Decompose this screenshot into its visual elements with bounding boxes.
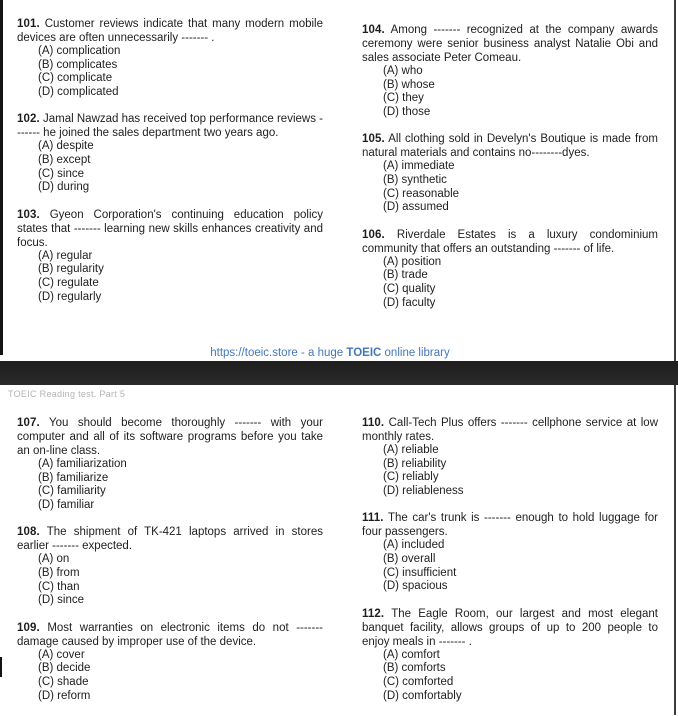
question-106: [362, 228, 658, 310]
question-body: The Eagle Room, our largest and most elegant banquet facility, allows groups of up to 200 people to enjoy meals in ------- .: [362, 607, 658, 648]
question-text: [362, 23, 658, 65]
question-body: Customer reviews indicate that many modern mobile devices are often unnecessarily ------- .: [17, 18, 323, 44]
option: (C) since: [38, 167, 85, 180]
question-102: [17, 112, 323, 194]
option: (D) reliableness: [383, 484, 464, 497]
page2-col-right: [362, 385, 658, 716]
option: (D) during: [38, 181, 90, 194]
option: (B) regularity: [38, 263, 104, 276]
footer-link[interactable]: [0, 347, 660, 359]
option: (B) comforts: [383, 662, 446, 675]
option: (B) trade: [383, 269, 428, 282]
option: (C) they: [383, 92, 424, 105]
question-number: 108.: [17, 526, 40, 539]
options-list: [362, 649, 658, 703]
footer-link-suffix: online library: [381, 347, 450, 359]
option: (D) assumed: [383, 201, 449, 214]
option: (D) faculty: [383, 296, 436, 309]
question-104: [362, 23, 658, 119]
question-body: Gyeon Corporation's continuing education policy states that ------- learning new skills enhances creativity and focus.: [17, 208, 323, 249]
page2-header: TOEIC Reading test. Part 5: [8, 389, 126, 399]
options-list: [17, 45, 323, 99]
options-list: [362, 444, 658, 498]
question-number: 101.: [17, 18, 40, 30]
question-111: [362, 511, 658, 593]
page1-col-left: [17, 0, 323, 323]
page-right-border: [674, 0, 676, 715]
page1-left-edge: [0, 0, 3, 355]
question-number: 104.: [362, 24, 385, 36]
option: (A) on: [38, 553, 70, 566]
option: (A) familiarization: [38, 458, 127, 470]
options-list: [362, 256, 658, 310]
question-text: [362, 132, 658, 160]
option: (B) decide: [38, 662, 91, 675]
question-number: 103.: [17, 208, 40, 221]
question-text: [362, 511, 658, 539]
option: (A) comfort: [383, 648, 440, 661]
question-number: 102.: [17, 113, 40, 126]
footer-link-bold: TOEIC: [346, 347, 382, 359]
option: (D) spacious: [383, 580, 448, 593]
option: (D) since: [38, 594, 85, 607]
option: (A) regular: [38, 249, 93, 262]
question-107: [17, 416, 323, 512]
option: (A) reliable: [383, 444, 439, 456]
question-body: You should become thoroughly ------- with your computer and all of its software programs before you take an on-line class.: [17, 417, 323, 457]
option: (B) whose: [383, 78, 435, 91]
question-text: [362, 228, 658, 256]
page-2: [0, 385, 678, 715]
question-105: [362, 132, 658, 214]
option: (B) except: [38, 153, 91, 166]
page-divider-band: [0, 361, 678, 385]
option: (C) reliably: [383, 471, 439, 484]
page2-left-edge-mark: [0, 657, 2, 677]
question-number: 106.: [362, 228, 385, 241]
option: (B) from: [38, 566, 80, 579]
option: (C) familiarity: [38, 485, 106, 498]
footer-link-prefix: https://toeic.store - a huge: [210, 347, 347, 359]
question-text: [362, 607, 658, 649]
options-list: [362, 65, 658, 119]
question-text: [17, 208, 323, 250]
option: (A) despite: [38, 140, 94, 153]
options-list: [362, 160, 658, 214]
option: (A) who: [383, 65, 423, 77]
question-number: 105.: [362, 133, 385, 146]
options-list: [17, 140, 323, 194]
option: (B) complicates: [38, 58, 118, 71]
option: (C) than: [38, 580, 80, 593]
option: (A) position: [383, 255, 442, 268]
question-body: Riverdale Estates is a luxury condominium community that offers an outstanding ------- of life.: [362, 228, 658, 255]
option: (D) complicated: [38, 85, 119, 98]
question-text: [362, 416, 658, 444]
option: (A) complication: [38, 45, 121, 57]
option: (C) complicate: [38, 72, 113, 85]
option: (D) comfortably: [383, 689, 462, 702]
options-list: [17, 649, 323, 703]
option: (B) familiarize: [38, 471, 109, 484]
option: (B) synthetic: [383, 173, 447, 186]
question-text: [17, 525, 323, 553]
question-text: [17, 112, 323, 140]
question-number: 110.: [362, 417, 385, 429]
question-112: [362, 607, 658, 703]
question-text: [17, 17, 323, 45]
question-number: 111.: [362, 512, 384, 525]
options-list: [17, 458, 323, 512]
page1-columns: [0, 0, 678, 323]
option: (D) familiar: [38, 498, 95, 511]
question-number: 107.: [17, 417, 40, 429]
question-body: Most warranties on electronic items do not ------- damage caused by improper use of the device.: [17, 621, 324, 648]
question-109: [17, 621, 323, 703]
option: (B) overall: [383, 552, 436, 565]
question-number: 109.: [17, 621, 40, 634]
question-103: [17, 208, 323, 304]
question-110: [362, 416, 658, 498]
options-list: [17, 250, 323, 304]
option: (D) regularly: [38, 290, 102, 303]
question-text: [17, 621, 323, 649]
option: (C) shade: [38, 675, 89, 688]
option: (B) reliability: [383, 457, 447, 470]
option: (A) included: [383, 539, 445, 552]
option: (C) regulate: [38, 276, 99, 289]
option: (D) those: [383, 105, 431, 118]
question-body: Call-Tech Plus offers ------- cellphone service at low monthly rates.: [362, 417, 658, 443]
question-108: [17, 525, 323, 607]
page1-col-right: [362, 0, 658, 323]
question-number: 112.: [362, 607, 385, 620]
question-body: The shipment of TK-421 laptops arrived in stores earlier ------- expected.: [17, 526, 323, 553]
page2-col-left: [17, 385, 323, 716]
question-text: [17, 416, 323, 458]
option: (C) insufficient: [383, 566, 457, 579]
options-list: [362, 539, 658, 593]
question-body: All clothing sold in Develyn's Boutique is made from natural materials and contains no--------dyes.: [362, 133, 658, 160]
option: (A) cover: [38, 648, 85, 661]
option: (A) immediate: [383, 160, 455, 173]
question-body: Jamal Nawzad has received top performance reviews ------- he joined the sales department two years ago.: [17, 113, 323, 140]
option: (D) reform: [38, 689, 91, 702]
option: (C) reasonable: [383, 187, 460, 200]
option: (C) quality: [383, 282, 436, 295]
page2-columns: [0, 385, 678, 716]
option: (C) comforted: [383, 675, 454, 688]
question-body: The car's trunk is ------- enough to hold luggage for four passengers.: [362, 512, 658, 539]
options-list: [17, 553, 323, 607]
question-101: [17, 17, 323, 99]
question-body: Among ------- recognized at the company awards ceremony were senior business analyst Natalie Obi and sales associate Peter Comeau.: [362, 24, 658, 64]
